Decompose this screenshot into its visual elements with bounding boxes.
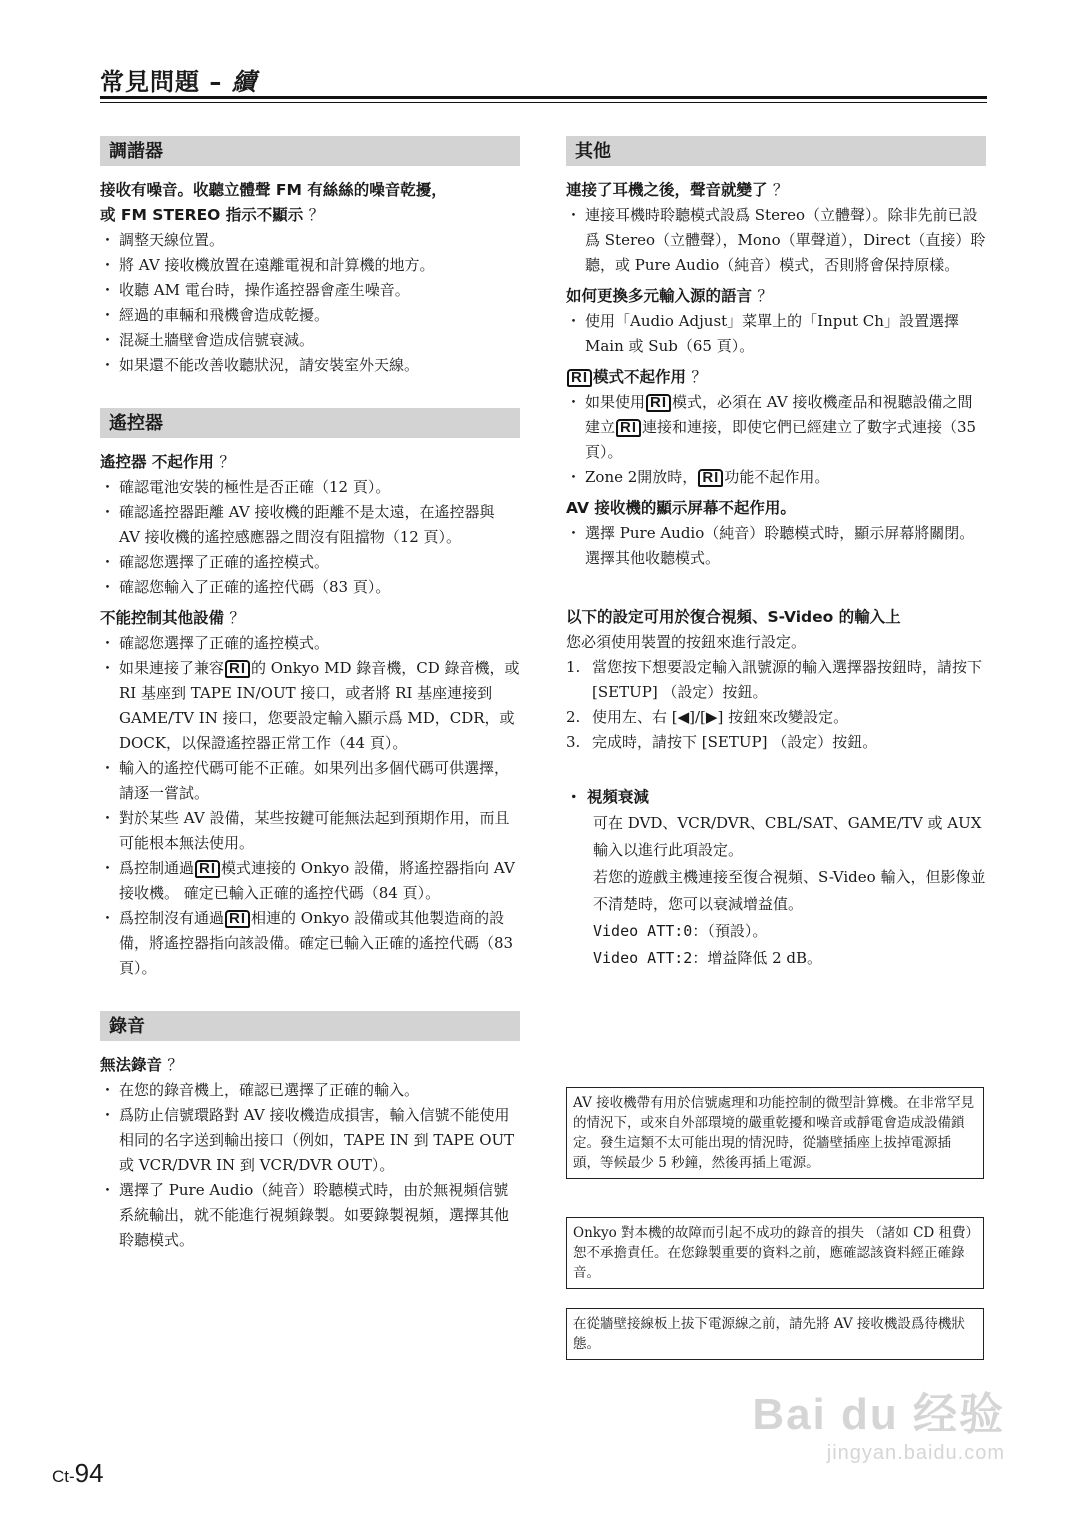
question-mark: ？: [757, 287, 773, 305]
title-rule: [100, 96, 987, 99]
ri-logo-icon: RI: [195, 860, 220, 878]
section-header-remote: 遙控器: [100, 408, 520, 438]
bullet-item: ・ 選擇 Pure Audio（純音）聆聽模式時，顯示屏幕將關閉。選擇其他收聽模式。: [566, 521, 986, 571]
page-number: [52, 1458, 104, 1489]
step-item: [566, 730, 986, 755]
bullet-text: 連接和連接，即使它們已經建立了數字式連接（35 頁）。: [585, 418, 977, 461]
composite-video-title: 以下的設定可用於復合視頻、S-Video 的輸入上: [566, 608, 901, 626]
question-mark: ？: [229, 609, 245, 627]
page-title-text: 常見問題: [100, 68, 200, 96]
composite-video-intro: 您必須使用裝置的按鈕來進行設定。: [566, 633, 807, 651]
other-question-1-text: 連接了耳機之後，聲音就變了: [566, 181, 768, 199]
remote-question-2: [100, 606, 520, 631]
bullet-text: 爲控制沒有通過: [119, 909, 225, 927]
note-box-standby: 在從牆壁接線板上拔下電源線之前，請先將 AV 接收機設爲待機狀態。: [566, 1308, 984, 1360]
note-box-liability: Onkyo 對本機的故障而引起不成功的錄音的損失 （諸如 CD 租費）恕不承擔責任。在您錄製重要的資料之前，應確認該資料經正確錄音。: [566, 1217, 984, 1289]
step-number: 1.: [566, 658, 581, 676]
step-text: 完成時，請按下 [SETUP] （設定）按鈕。: [592, 733, 878, 751]
step-number: 3.: [566, 733, 581, 751]
remote-question-2-text: 不能控制其他設備: [100, 609, 225, 627]
bullet-item: ・ 在您的錄音機上，確認已選擇了正確的輸入。: [100, 1078, 520, 1103]
video-att-2: [593, 945, 986, 972]
other-q3-bullets: [566, 390, 986, 490]
bullet-item: ・ 使用「Audio Adjust」菜單上的「Input Ch」設置選擇 Main 或 Sub（65 頁）。: [566, 309, 986, 359]
question-mark: ？: [772, 181, 789, 199]
recording-question: [100, 1053, 520, 1078]
bullet-text: 模式連接的 Onkyo 設備，將遙控器指向 AV 接收機。 確定已輸入正確的遙控代碼（84 頁）。: [119, 859, 515, 902]
other-question-3-text: 模式不起作用: [593, 368, 687, 386]
video-att-2-value: ：增益降低 2 dB。: [692, 949, 823, 967]
watermark-url: jingyan.baidu.com: [826, 1442, 1005, 1464]
section-header-other: 其他: [566, 136, 986, 166]
bullet-text: 爲控制通過: [119, 859, 195, 877]
bullet-item: ・ 確認遙控器距離 AV 接收機的距離不是太遠，在遙控器與 AV 接收機的遙控感應器之間沒有阻擋物（12 頁）。: [100, 500, 520, 550]
tuner-bullets: [100, 228, 520, 378]
bullet-item: ・ 確認您選擇了正確的遙控模式。: [100, 550, 520, 575]
bullet-item: ・ 選擇了 Pure Audio（純音）聆聽模式時，由於無視頻信號系統輸出，就不能進行視頻錄製。如要錄製視頻，選擇其他聆聽模式。: [100, 1178, 520, 1253]
page-title-continued: 續: [231, 68, 257, 96]
section-header-recording: 錄音: [100, 1011, 520, 1041]
bullet-item: [566, 465, 986, 490]
bullet-item: [566, 390, 986, 465]
right-column: [566, 136, 986, 972]
bullet-item: [100, 856, 520, 906]
bullet-text: 如果使用: [585, 393, 646, 411]
other-q4-bullets: [566, 521, 986, 571]
video-att-0: [593, 918, 986, 945]
ri-logo-icon: RI: [567, 369, 592, 387]
video-att-2-key: Video ATT:2: [593, 949, 693, 967]
recording-bullets: [100, 1078, 520, 1253]
bullet-text: 的 Onkyo MD 錄音機，CD 錄音機，或 RI 基座到 TAPE IN/OUT 接口，或者將 RI 基座連接到 GAME/TV IN 接口，您要設定輸入顯示爲 MD，CDR，或 DOCK，以保證遙控器正常工作（44 頁）。: [119, 659, 520, 752]
other-q1-bullets: [566, 203, 986, 278]
ri-logo-icon: RI: [646, 394, 671, 412]
bullet-item: ・ 如果還不能改善收聽狀況，請安裝室外天線。: [100, 353, 520, 378]
other-question-2: [566, 284, 986, 309]
bullet-item: ・ 爲防止信號環路對 AV 接收機造成損害，輸入信號不能使用相同的名字送到輸出接口（例如，TAPE IN 到 TAPE OUT 或 VCR/DVR IN 到 VCR/DVR OUT）。: [100, 1103, 520, 1178]
page-title: [100, 62, 257, 97]
title-rule-thin: [100, 102, 987, 103]
remote-q2-bullets: [100, 631, 520, 981]
question-mark: ？: [219, 453, 235, 471]
bullet-text: 功能不起作用。: [724, 468, 830, 486]
bullet-item: ・ 確認您輸入了正確的遙控代碼（83 頁）。: [100, 575, 520, 600]
bullet-item: ・ 調整天線位置。: [100, 228, 520, 253]
section-header-tuner: 調諧器: [100, 136, 520, 166]
watermark-logo: Bai du 经验: [752, 1390, 1005, 1439]
note-box-microcomputer: AV 接收機帶有用於信號處理和功能控制的微型計算機。在非常罕見的情況下，或來自外部環境的嚴重乾擾和噪音或靜電會造成設備鎖定。發生這類不太可能出現的情況時，從牆壁插座上拔掉電源插頭，等候最少 5 秒鐘，然後再插上電源。: [566, 1087, 984, 1179]
ri-logo-icon: RI: [225, 660, 250, 678]
bullet-text: Zone 2開放時，: [585, 468, 698, 486]
tuner-question-line2: 或 FM STEREO 指示不顯示: [100, 206, 304, 224]
step-item: [566, 655, 986, 705]
other-question-4: AV 接收機的顯示屏幕不起作用。: [566, 499, 796, 517]
step-text: 使用左、右 [◀]/[▶] 按鈕來改變設定。: [592, 708, 849, 726]
bullet-item: ・ 將 AV 接收機放置在遠離電視和計算機的地方。: [100, 253, 520, 278]
composite-steps: [566, 655, 986, 755]
remote-question-1: [100, 450, 520, 475]
video-att-0-value: ：（預設）。: [692, 922, 768, 940]
baidu-watermark: [752, 1378, 1005, 1465]
ri-logo-icon: RI: [225, 910, 250, 928]
left-column: [100, 136, 520, 1253]
step-item: [566, 705, 986, 730]
video-attenuation-body: [566, 810, 986, 972]
bullet-item: [100, 906, 520, 981]
video-attenuation-title: ・ 視頻衰減: [566, 788, 649, 806]
ri-logo-icon: RI: [616, 419, 641, 437]
question-mark: ？: [308, 206, 325, 224]
bullet-item: ・ 連接耳機時聆聽模式設爲 Stereo（立體聲）。除非先前已設爲 Stereo（立體聲），Mono（單聲道），Direct（直接）聆聽，或 Pure Audio（純音）模式，否則將會保持原樣。: [566, 203, 986, 278]
bullet-item: [100, 656, 520, 756]
video-attenuation-line2: 若您的遊戲主機連接至復合視頻、S-Video 輸入，但影像並不清楚時，您可以衰減增益值。: [593, 868, 986, 913]
recording-question-text: 無法錄音: [100, 1056, 163, 1074]
bullet-item: ・ 經過的車輛和飛機會造成乾擾。: [100, 303, 520, 328]
remote-q1-bullets: [100, 475, 520, 600]
bullet-item: ・ 混凝土牆壁會造成信號衰減。: [100, 328, 520, 353]
tuner-question: [100, 178, 520, 228]
bullet-item: ・ 確認電池安裝的極性是否正確（12 頁）。: [100, 475, 520, 500]
page-title-dash: –: [200, 68, 232, 96]
question-mark: ？: [691, 368, 707, 386]
other-question-3: [566, 365, 986, 390]
remote-question-1-text: 遙控器 不起作用: [100, 453, 214, 471]
video-attenuation-line1: 可在 DVD、VCR/DVR、CBL/SAT、GAME/TV 或 AUX 輸入以進行此項設定。: [593, 814, 982, 859]
bullet-item: ・ 收聽 AM 電台時，操作遙控器會產生噪音。: [100, 278, 520, 303]
other-question-1: [566, 178, 986, 203]
question-mark: ？: [167, 1056, 183, 1074]
other-question-2-text: 如何更換多元輸入源的語言: [566, 287, 753, 305]
step-text: 當您按下想要設定輸入訊號源的輸入選擇器按鈕時，請按下 [SETUP] （設定）按鈕。: [592, 658, 983, 701]
bullet-text: 如果連接了兼容: [119, 659, 225, 677]
video-att-0-key: Video ATT:0: [593, 922, 693, 940]
other-q2-bullets: [566, 309, 986, 359]
page-number-value: 94: [74, 1458, 104, 1488]
page-number-prefix: Ct-: [52, 1467, 75, 1486]
ri-logo-icon: RI: [698, 469, 723, 487]
tuner-question-line1: 接收有噪音。收聽立體聲 FM 有絲絲的噪音乾擾，: [100, 181, 447, 199]
bullet-item: ・ 確認您選擇了正確的遙控模式。: [100, 631, 520, 656]
bullet-item: ・ 對於某些 AV 設備，某些按鍵可能無法起到預期作用，而且可能根本無法使用。: [100, 806, 520, 856]
step-number: 2.: [566, 708, 581, 726]
bullet-text: 相連的 Onkyo 設備或其他製造商的設備，將遙控器指向該設備。確定已輸入正確的遙控代碼（83 頁）。: [119, 909, 514, 977]
bullet-text: 模式，必須在 AV 接收機產品和視聽設備之間建立: [585, 393, 973, 436]
bullet-item: ・ 輸入的遙控代碼可能不正確。如果列出多個代碼可供選擇，請逐一嘗試。: [100, 756, 520, 806]
